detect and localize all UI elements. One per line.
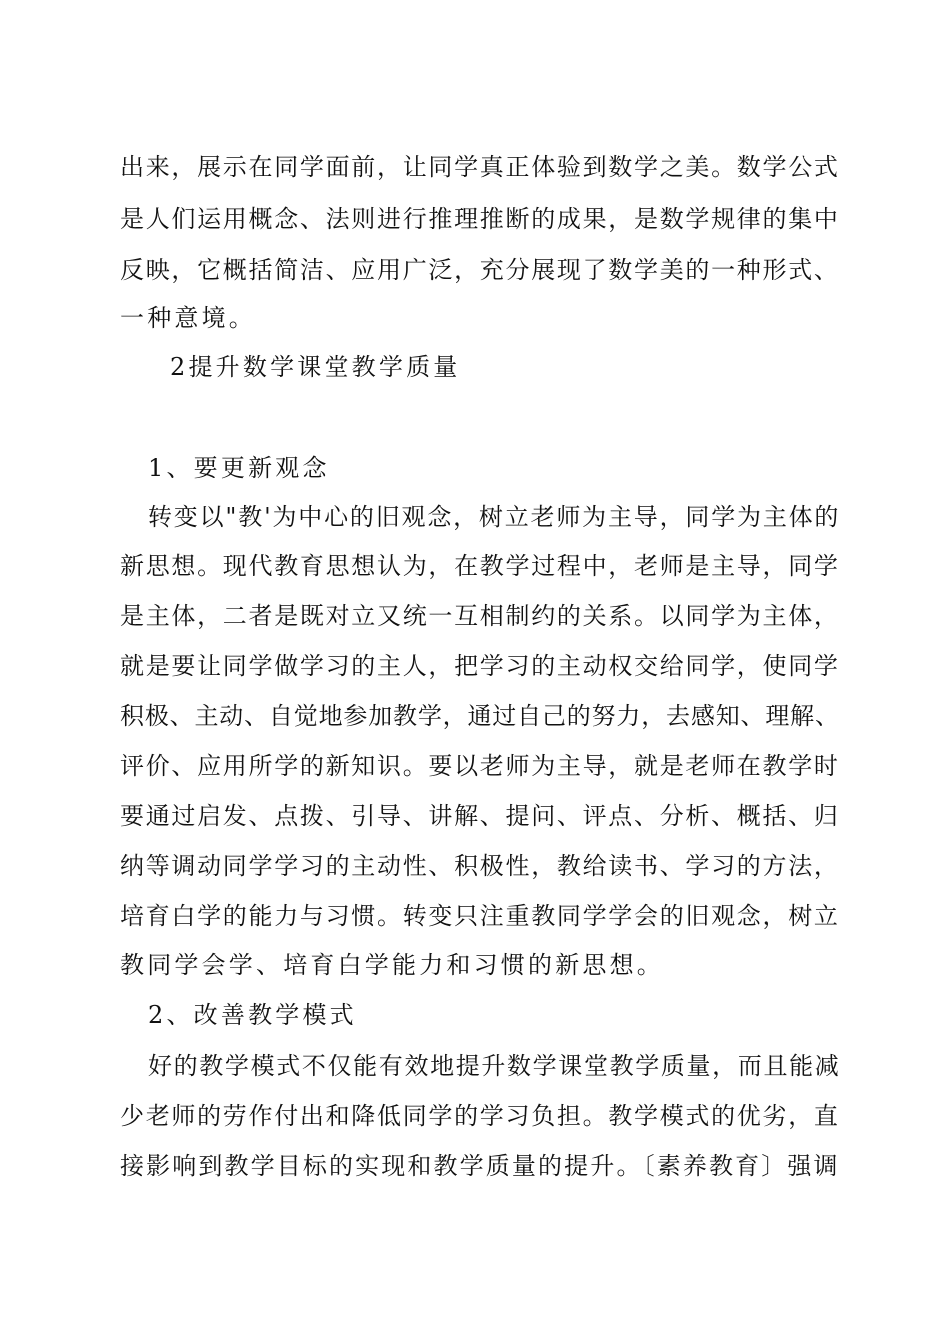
text-line: 一种意境。 [120,304,256,332]
text-line: 就是要让同学做学习的主人，把学习的主动权交给同学，使同学 [120,652,840,680]
subsection-heading-2: 2、改善教学模式 [148,1001,357,1029]
text-line: 反映，它概括简洁、应用广泛，充分展现了数学美的一种形式、 [120,256,840,284]
text-line: 要通过启发、点拨、引导、讲解、提问、评点、分析、概括、归 [120,802,840,830]
text-line: 教同学会学、培育白学能力和习惯的新思想。 [120,951,664,979]
text-line: 培育白学的能力与习惯。转变只注重教同学学会的旧观念，树立 [120,902,840,930]
section-heading: 2提升数学课堂教学质量 [170,353,461,381]
subsection-heading-1: 1、要更新观念 [148,454,330,482]
text-line: 积极、主动、自觉地参加教学，通过自己的努力，去感知、理解、 [120,702,840,730]
text-line: 评价、应用所学的新知识。要以老师为主导，就是老师在教学时 [120,752,840,780]
text-line: 接影响到教学目标的实现和教学质量的提升。〔素养教育〕强调 [120,1152,840,1180]
text-line: 纳等调动同学学习的主动性、积极性，教给读书、学习的方法， [120,852,840,880]
text-line: 是主体，二者是既对立又统一互相制约的关系。以同学为主体， [120,602,840,630]
text-line: 出来，展示在同学面前，让同学真正体验到数学之美。数学公式 [120,153,840,181]
text-line: 新思想。现代教育思想认为，在教学过程中，老师是主导，同学 [120,552,840,580]
text-line: 好的教学模式不仅能有效地提升数学课堂教学质量，而且能减 [148,1052,841,1080]
text-line: 少老师的劳作付出和降低同学的学习负担。教学模式的优劣，直 [120,1102,840,1130]
text-line: 转变以"教'为中心的旧观念，树立老师为主导，同学为主体的 [148,503,841,531]
text-line: 是人们运用概念、法则进行推理推断的成果，是数学规律的集中 [120,205,840,233]
